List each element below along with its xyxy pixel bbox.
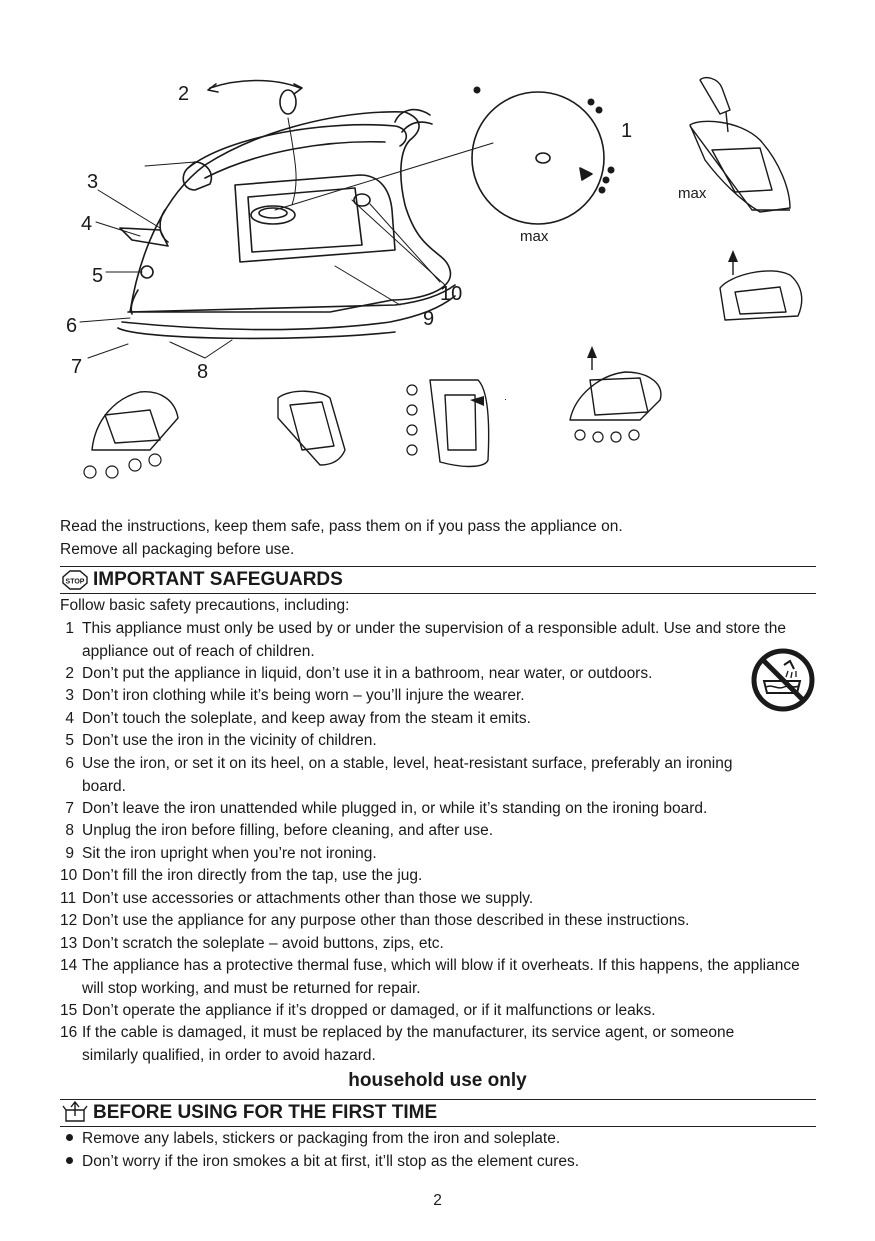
list-item xyxy=(66,1128,560,1150)
item-number: 7 xyxy=(65,800,74,817)
item-number: 6 xyxy=(65,755,74,772)
item-number: 11 xyxy=(60,890,77,907)
item-number: 2 xyxy=(65,665,74,682)
household-use-note: household use only xyxy=(348,1070,527,1091)
item-text: Use the iron, or set it on its heel, on a stable, level, heat-resistant surface, preferably an ironing board. xyxy=(82,755,733,795)
safeguards-lead: Follow basic safety precautions, including: xyxy=(60,597,350,614)
item-text: Don’t scratch the soleplate – avoid buttons, zips, etc. xyxy=(82,935,444,952)
page-number: 2 xyxy=(433,1192,442,1209)
intro-line-1: Read the instructions, keep them safe, pass them on if you pass the appliance on. xyxy=(60,518,623,535)
item-text: Unplug the iron before filling, before cleaning, and after use. xyxy=(82,822,494,839)
callout-3: 3 xyxy=(87,171,99,193)
bullet-icon xyxy=(66,1157,73,1164)
stop-icon xyxy=(62,570,88,590)
item-text: Don’t touch the soleplate, and keep away from the steam it emits. xyxy=(82,710,531,727)
item-number: 13 xyxy=(60,935,78,952)
item-text: The appliance has a protective thermal fuse, which will blow if it overheats. If this happens, the appliance will stop working, and must be returned for repair. xyxy=(82,957,800,997)
item-number: 14 xyxy=(60,957,78,974)
reservoir-max-label: max xyxy=(678,185,707,202)
unpack-box-icon xyxy=(62,1100,88,1122)
list-item xyxy=(60,618,820,663)
item-text: Don’t put the appliance in liquid, don’t use it in a bathroom, near water, or outdoors. xyxy=(82,665,653,682)
item-number: 15 xyxy=(60,1002,78,1019)
callout-6: 6 xyxy=(66,315,78,337)
item-number: 9 xyxy=(65,845,74,862)
callout-8: 8 xyxy=(197,361,209,383)
temperature-dial xyxy=(472,92,604,224)
first-time-title: BEFORE USING FOR THE FIRST TIME xyxy=(93,1102,438,1123)
item-text: Don’t iron clothing while it’s being worn – you’ll injure the wearer. xyxy=(82,687,525,704)
callout-10: 10 xyxy=(440,283,463,305)
callout-5: 5 xyxy=(92,265,104,287)
list-item xyxy=(66,1151,579,1173)
item-number: 10 xyxy=(60,867,78,884)
item-text: Don’t leave the iron unattended while plugged in, or while it’s standing on the ironing board. xyxy=(82,800,708,817)
item-text: Don’t operate the appliance if it’s dropped or damaged, or if it malfunctions or leaks. xyxy=(82,1002,656,1019)
bullet-icon xyxy=(66,1134,73,1141)
item-number: 16 xyxy=(60,1024,78,1041)
bullet-text: Don’t worry if the iron smokes a bit at first, it’ll stop as the element cures. xyxy=(82,1153,580,1170)
safeguards-title: IMPORTANT SAFEGUARDS xyxy=(93,569,343,590)
item-text: Don’t fill the iron directly from the tap, use the jug. xyxy=(82,867,423,884)
callout-1: 1 xyxy=(621,120,633,142)
item-number: 5 xyxy=(65,732,74,749)
item-number: 12 xyxy=(60,912,78,929)
item-number: 1 xyxy=(65,620,74,637)
callout-9: 9 xyxy=(423,308,435,330)
bullet-text: Remove any labels, stickers or packaging from the iron and soleplate. xyxy=(82,1130,561,1147)
intro-line-2: Remove all packaging before use. xyxy=(60,541,295,558)
item-number: 3 xyxy=(65,687,74,704)
item-text: Don’t use the appliance for any purpose other than those described in these instructions. xyxy=(82,912,690,929)
iron-diagram xyxy=(0,0,875,500)
iron-body xyxy=(130,112,450,312)
item-number: 4 xyxy=(65,710,74,727)
first-time-header xyxy=(60,1099,816,1127)
item-text: Sit the iron upright when you’re not ironing. xyxy=(82,845,377,862)
item-text: Don’t use accessories or attachments other than those we supply. xyxy=(82,890,534,907)
item-text: This appliance must only be used by or under the supervision of a responsible adult. Use and store the appliance out of reach of children. xyxy=(82,620,786,660)
item-text: If the cable is damaged, it must be replaced by the manufacturer, its service agent, or someone similarly qualified, in order to avoid hazard. xyxy=(82,1024,735,1064)
callout-2: 2 xyxy=(178,83,190,105)
stop-icon-text: STOP xyxy=(65,578,85,586)
callout-7: 7 xyxy=(71,356,83,378)
item-number: 8 xyxy=(65,822,74,839)
safeguards-header xyxy=(60,566,816,594)
item-text: Don’t use the iron in the vicinity of children. xyxy=(82,732,377,749)
callout-4: 4 xyxy=(81,213,93,235)
dial-max-label: max xyxy=(520,228,549,245)
